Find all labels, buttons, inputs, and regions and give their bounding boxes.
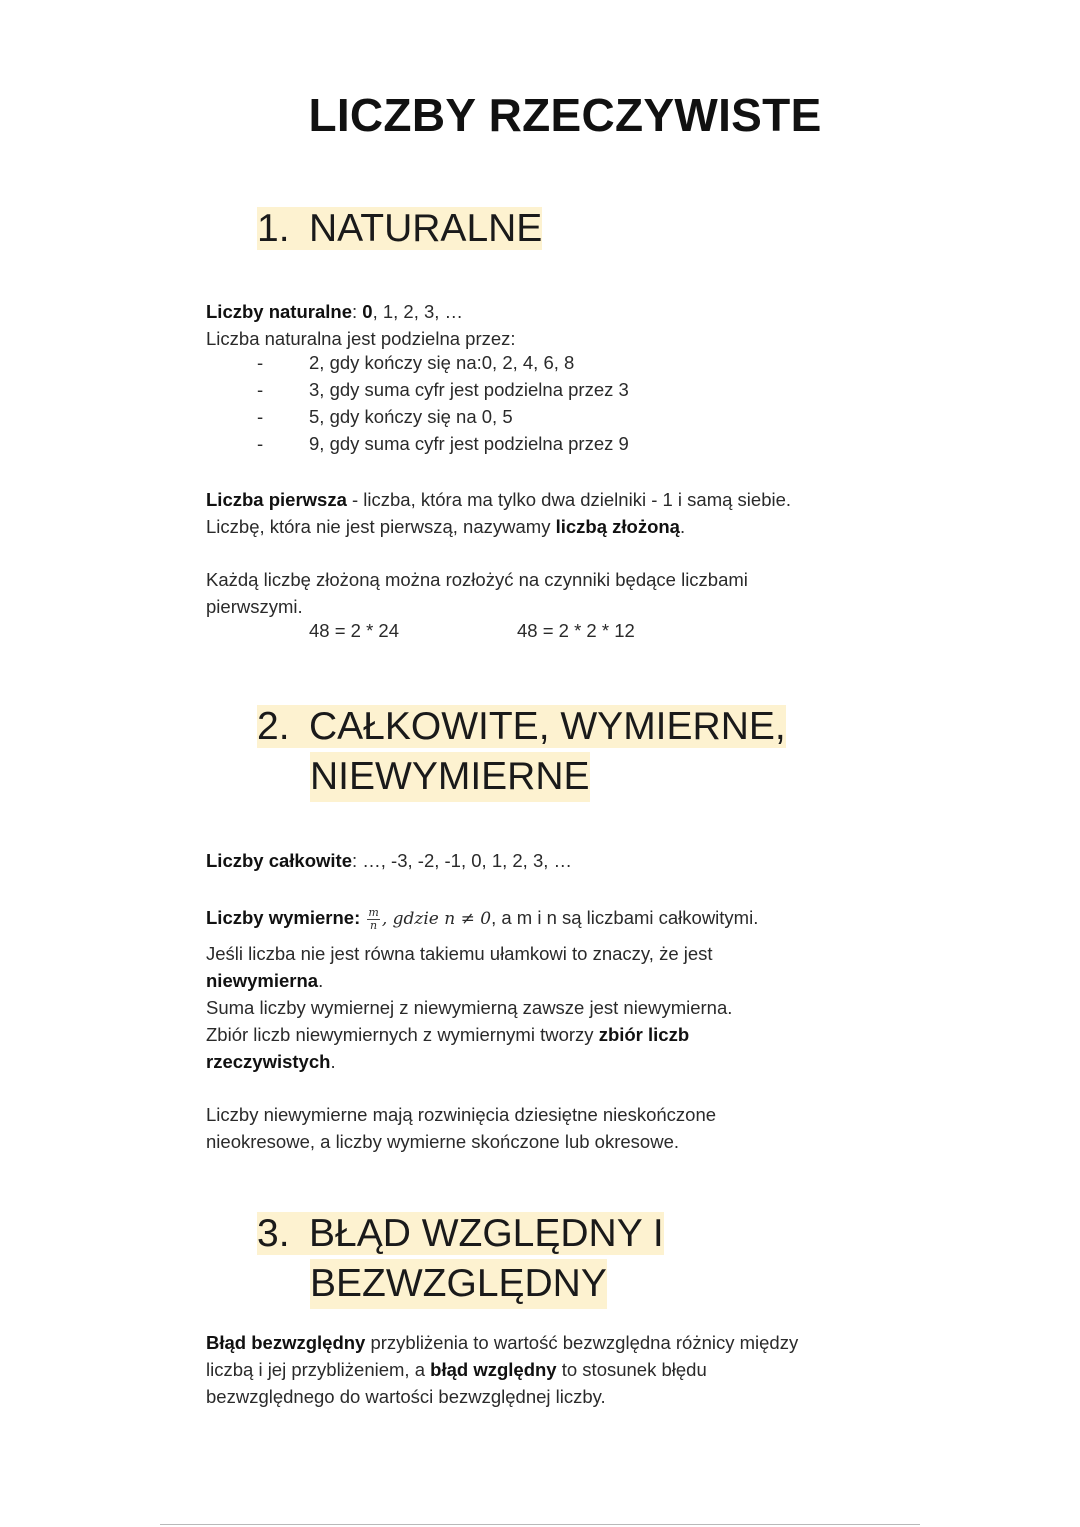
rational-definition: Liczby wymierne: $\frac{m}{n}$ , gdzie n ≠ 0, a m i n są liczbami całkowitymi. bbox=[206, 905, 759, 932]
example-2: 48 = 2 * 2 * 12 bbox=[517, 620, 635, 641]
list-item: 9, gdy suma cyfr jest podzielna przez 9 bbox=[309, 433, 629, 454]
section-3-heading bbox=[257, 1209, 664, 1309]
factorization-text-2: pierwszymi. bbox=[206, 596, 303, 617]
error-definition-3: bezwzględnego do wartości bezwzględnej liczby. bbox=[206, 1386, 606, 1407]
section-number: 2. bbox=[257, 705, 290, 748]
natural-numbers-line: Liczby naturalne: 0, 1, 2, 3, … bbox=[206, 301, 464, 322]
irrational-text: Jeśli liczba nie jest równa takiemu ułamkowi to znaczy, że jest bbox=[206, 943, 713, 964]
real-set-statement: Zbiór liczb niewymiernych z wymiernymi tworzy zbiór liczb bbox=[206, 1024, 690, 1045]
error-definition: Błąd bezwzględny przybliżenia to wartość bezwzględna różnicy między bbox=[206, 1332, 799, 1353]
list-item: 5, gdy kończy się na 0, 5 bbox=[309, 406, 513, 427]
page-title: LICZBY RZECZYWISTE bbox=[308, 89, 822, 141]
list-dash: - bbox=[257, 379, 264, 400]
factorization-text: Każdą liczbę złożoną można rozłożyć na czynniki będące liczbami bbox=[206, 569, 748, 590]
list-item: 2, gdy kończy się na:0, 2, 4, 6, 8 bbox=[309, 352, 575, 373]
fraction-m-over-n: $\frac{m}{n}$ bbox=[368, 905, 379, 932]
section-title: NATURALNE bbox=[309, 207, 543, 250]
page-divider bbox=[160, 1524, 920, 1525]
section-number: 3. bbox=[257, 1212, 290, 1255]
prime-definition: Liczba pierwsza - liczba, która ma tylko dwa dzielniki - 1 i samą siebie. bbox=[206, 489, 792, 510]
example-1: 48 = 2 * 24 bbox=[309, 620, 400, 641]
irrational-bold: niewymierna. bbox=[206, 970, 324, 991]
list-dash: - bbox=[257, 433, 264, 454]
composite-definition: Liczbę, która nie jest pierwszą, nazywamy liczbą złożoną. bbox=[206, 516, 686, 537]
section-title-line1: CAŁKOWITE, WYMIERNE, bbox=[309, 705, 786, 748]
list-dash: - bbox=[257, 352, 264, 373]
section-title-line1: BŁĄD WZGLĘDNY I bbox=[309, 1212, 664, 1255]
integers-line: Liczby całkowite: …, -3, -2, -1, 0, 1, 2, 3, … bbox=[206, 850, 573, 871]
section-number: 1. bbox=[257, 207, 290, 250]
section-title-line2: BEZWZGLĘDNY bbox=[310, 1259, 607, 1309]
error-definition-2: liczbą i jej przybliżeniem, a błąd względny to stosunek błędu bbox=[206, 1359, 707, 1380]
sum-statement: Suma liczby wymiernej z niewymierną zawsze jest niewymierna. bbox=[206, 997, 733, 1018]
real-set-statement-2: rzeczywistych. bbox=[206, 1051, 336, 1072]
decimal-expansion-text: Liczby niewymierne mają rozwinięcia dziesiętne nieskończone bbox=[206, 1104, 717, 1125]
list-dash: - bbox=[257, 406, 264, 427]
section-title-line2: NIEWYMIERNE bbox=[310, 752, 590, 802]
divisibility-intro: Liczba naturalna jest podzielna przez: bbox=[206, 328, 516, 349]
section-1-heading bbox=[257, 204, 542, 254]
decimal-expansion-text-2: nieokresowe, a liczby wymierne skończone lub okresowe. bbox=[206, 1131, 679, 1152]
list-item: 3, gdy suma cyfr jest podzielna przez 3 bbox=[309, 379, 629, 400]
section-2-heading bbox=[257, 702, 786, 802]
